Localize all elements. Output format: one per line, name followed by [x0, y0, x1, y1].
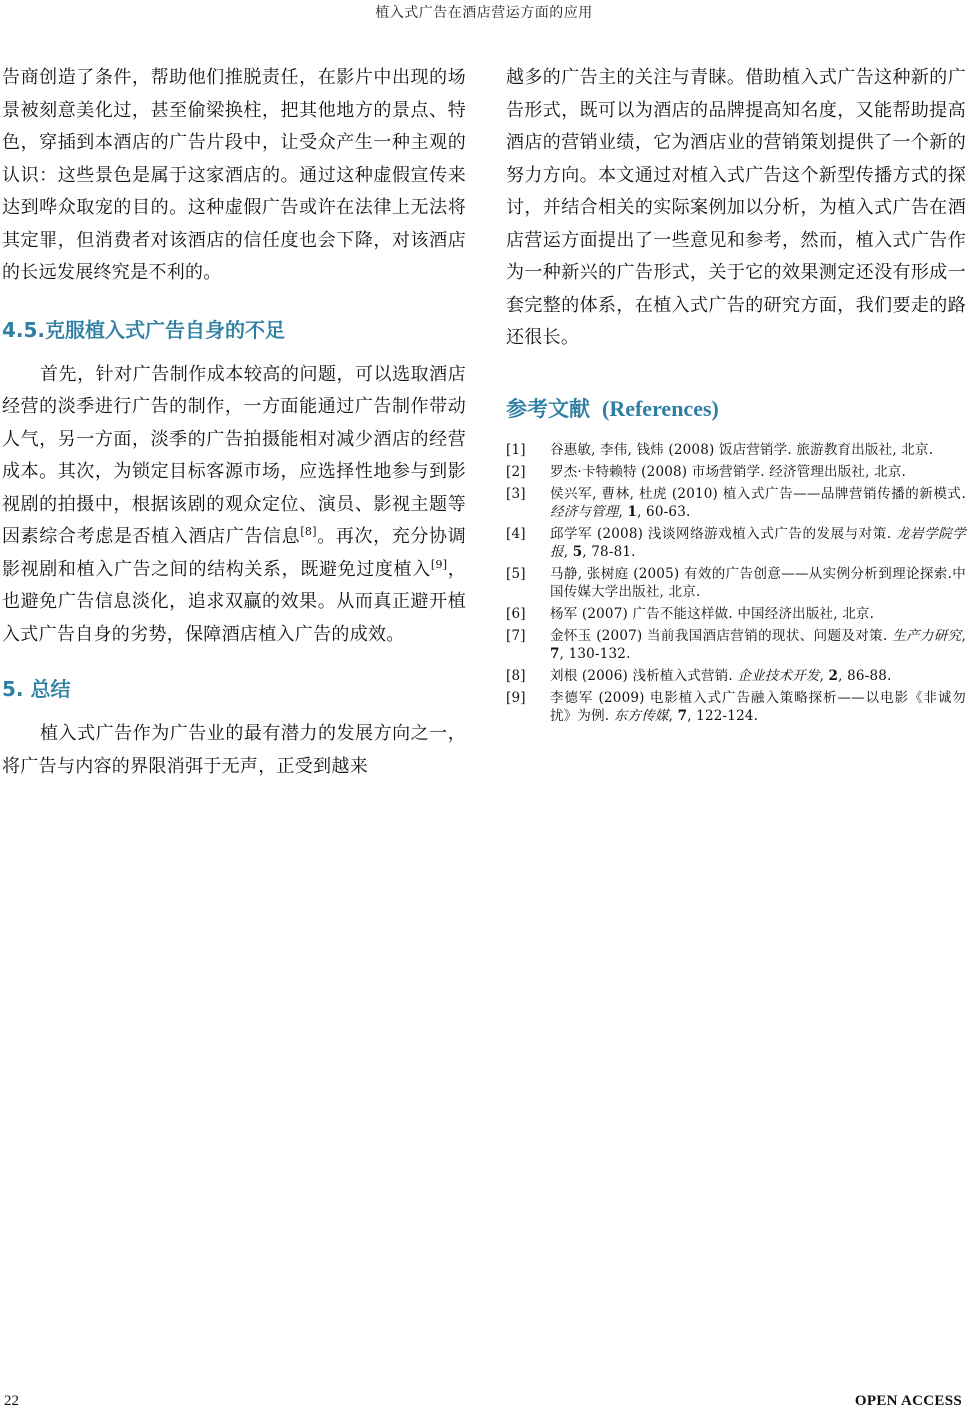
- reference-journal: 企业技术开发: [737, 667, 820, 684]
- reference-text: 杨军 (2007) 广告不能这样做. 中国经济出版社, 北京.: [550, 605, 875, 622]
- reference-number: [4]: [506, 525, 526, 542]
- running-header: 植入式广告在酒店营运方面的应用: [375, 5, 593, 21]
- reference-text: 侯兴军, 曹林, 杜虎 (2010) 植入式广告——品牌营销传播的新模式.: [550, 485, 966, 502]
- reference-journal: 经济与管理: [550, 503, 619, 520]
- reference-number: [8]: [506, 667, 526, 684]
- references-title-en: (References): [602, 395, 719, 421]
- reference-item: [506, 565, 966, 601]
- reference-pages: , 86-88.: [838, 667, 892, 684]
- reference-text: 罗杰·卡特赖特 (2008) 市场营销学. 经济管理出版社, 北京.: [550, 463, 907, 480]
- paragraph-text: 首先，针对广告制作成本较高的问题，可以选取酒店经营的淡季进行广告的制作，一方面能通过广告制作带动人气，另一方面，淡季的广告拍摄能相对减少酒店的经营成本。其次，为锁定目标客源市场，应选择性地参与到影视剧的拍摄中，根据该剧的观众定位、演员、影视主题等因素综合考虑是否植入酒店广告信息: [2, 363, 466, 547]
- references-title-cn: 参考文献: [506, 396, 590, 421]
- reference-volume: 7: [677, 707, 688, 724]
- paragraph-section-5: 植入式广告作为广告业的最有潜力的发展方向之一，将广告与内容的界限消弭于无声，正受到越来: [2, 723, 466, 777]
- left-column: [2, 62, 466, 783]
- references-heading: [506, 393, 966, 423]
- reference-pages: , 60-63.: [637, 503, 691, 520]
- reference-journal: 东方传媒: [613, 707, 669, 724]
- reference-number: [3]: [506, 485, 526, 502]
- page-number: 22: [4, 1393, 19, 1409]
- reference-item: [9] 李德军 (2009) 电影植入式广告融入策略探析——以电影《非诚勿扰》为例. 东方传媒, 7, 122-124.: [506, 689, 966, 724]
- section-heading-4-5: 4.5.克服植入式广告自身的不足: [2, 317, 286, 342]
- reference-text: 马静, 张树庭 (2005) 有效的广告创意——从实例分析到理论探索.中国传媒大学出版社, 北京.: [550, 565, 966, 600]
- reference-text: 邱学军 (2008) 浅谈网络游戏植入式广告的发展与对策.: [550, 525, 897, 542]
- reference-volume: 2: [828, 667, 839, 684]
- right-column: [506, 62, 966, 729]
- reference-number: [9]: [506, 689, 526, 706]
- reference-list: [506, 441, 966, 725]
- reference-text: 李德军 (2009) 电影植入式广告融入策略探析——以电影《非诚勿扰》为例.: [550, 689, 966, 724]
- reference-pages: , 122-124.: [687, 707, 759, 724]
- reference-item: [506, 441, 966, 459]
- reference-item: [8] 刘根 (2006) 浅析植入式营销. 企业技术开发, 2, 86-88.: [506, 667, 892, 684]
- reference-item: [7] 金怀玉 (2007) 当前我国酒店营销的现状、问题及对策. 生产力研究, 7, 130-132.: [506, 627, 967, 662]
- reference-journal: 生产力研究: [892, 627, 962, 644]
- reference-number: [5]: [506, 565, 526, 582]
- paragraph-conclusion-continued: 越多的广告主的关注与青睐。借助植入式广告这种新的广告形式，既可以为酒店的品牌提高知名度，又能帮助提高酒店的营销业绩，它为酒店业的营销策划提供了一个新的努力方向。本文通过对植入式广告这个新型传播方式的探讨，并结合相关的实际案例加以分析，为植入式广告在酒店营运方面提出了一些意见和参考，然而，植入式广告作为一种新兴的广告形式，关于它的效果测定还没有形成一套完整的体系，在植入式广告的研究方面，我们要走的路还很长。: [506, 67, 966, 348]
- reference-pages: , 130-132.: [559, 645, 631, 662]
- reference-number: [1]: [506, 441, 526, 458]
- reference-text: 谷惠敏, 李伟, 钱炜 (2008) 饭店营销学. 旅游教育出版社, 北京.: [550, 441, 934, 458]
- reference-text: 金怀玉 (2007) 当前我国酒店营销的现状、问题及对策.: [550, 627, 893, 644]
- open-access-label: OPEN ACCESS: [854, 1393, 962, 1409]
- reference-item: [506, 605, 966, 623]
- section-heading-5: 5. 总结: [2, 677, 71, 701]
- citation-9[interactable]: [9]: [430, 557, 448, 571]
- reference-volume: 5: [572, 543, 583, 560]
- reference-item: [4] 邱学军 (2008) 浅谈网络游戏植入式广告的发展与对策. 龙岩学院学报, 5, 78-81.: [506, 525, 966, 560]
- paragraph-text: 。再次，充分协调影视剧和植入广告之间的结构关系，既避免过度植入: [2, 526, 466, 580]
- reference-number: [6]: [506, 605, 526, 622]
- reference-item: [506, 463, 966, 481]
- reference-volume: 1: [627, 503, 638, 520]
- paragraph-text: ，也避免广告信息淡化，追求双赢的效果。从而真正避开植入式广告自身的劣势，保障酒店植入广告的成效。: [2, 558, 466, 645]
- reference-text: 刘根 (2006) 浅析植入式营销.: [550, 667, 738, 684]
- reference-number: [7]: [506, 627, 526, 644]
- reference-item: [3] 侯兴军, 曹林, 杜虎 (2010) 植入式广告——品牌营销传播的新模式. 经济与管理, 1, 60-63.: [506, 485, 966, 520]
- reference-volume: 7: [550, 645, 560, 662]
- citation-8[interactable]: [8]: [300, 525, 317, 538]
- reference-journal: 龙岩学院学报: [550, 525, 966, 560]
- paragraph-continued: 告商创造了条件，帮助他们推脱责任，在影片中出现的场景被刻意美化过，甚至偷梁换柱，把其他地方的景点、特色，穿插到本酒店的广告片段中，让受众产生一种主观的认识：这些景色是属于这家酒店的。通过这种虚假宣传来达到哗众取宠的目的。这种虚假广告或许在法律上无法将其定罪，但消费者对该酒店的信任度也会下降，对该酒店的长远发展终究是不利的。: [2, 67, 466, 283]
- paragraph-section-4-5: [2, 359, 466, 652]
- reference-number: [2]: [506, 463, 526, 480]
- reference-pages: , 78-81.: [582, 543, 636, 560]
